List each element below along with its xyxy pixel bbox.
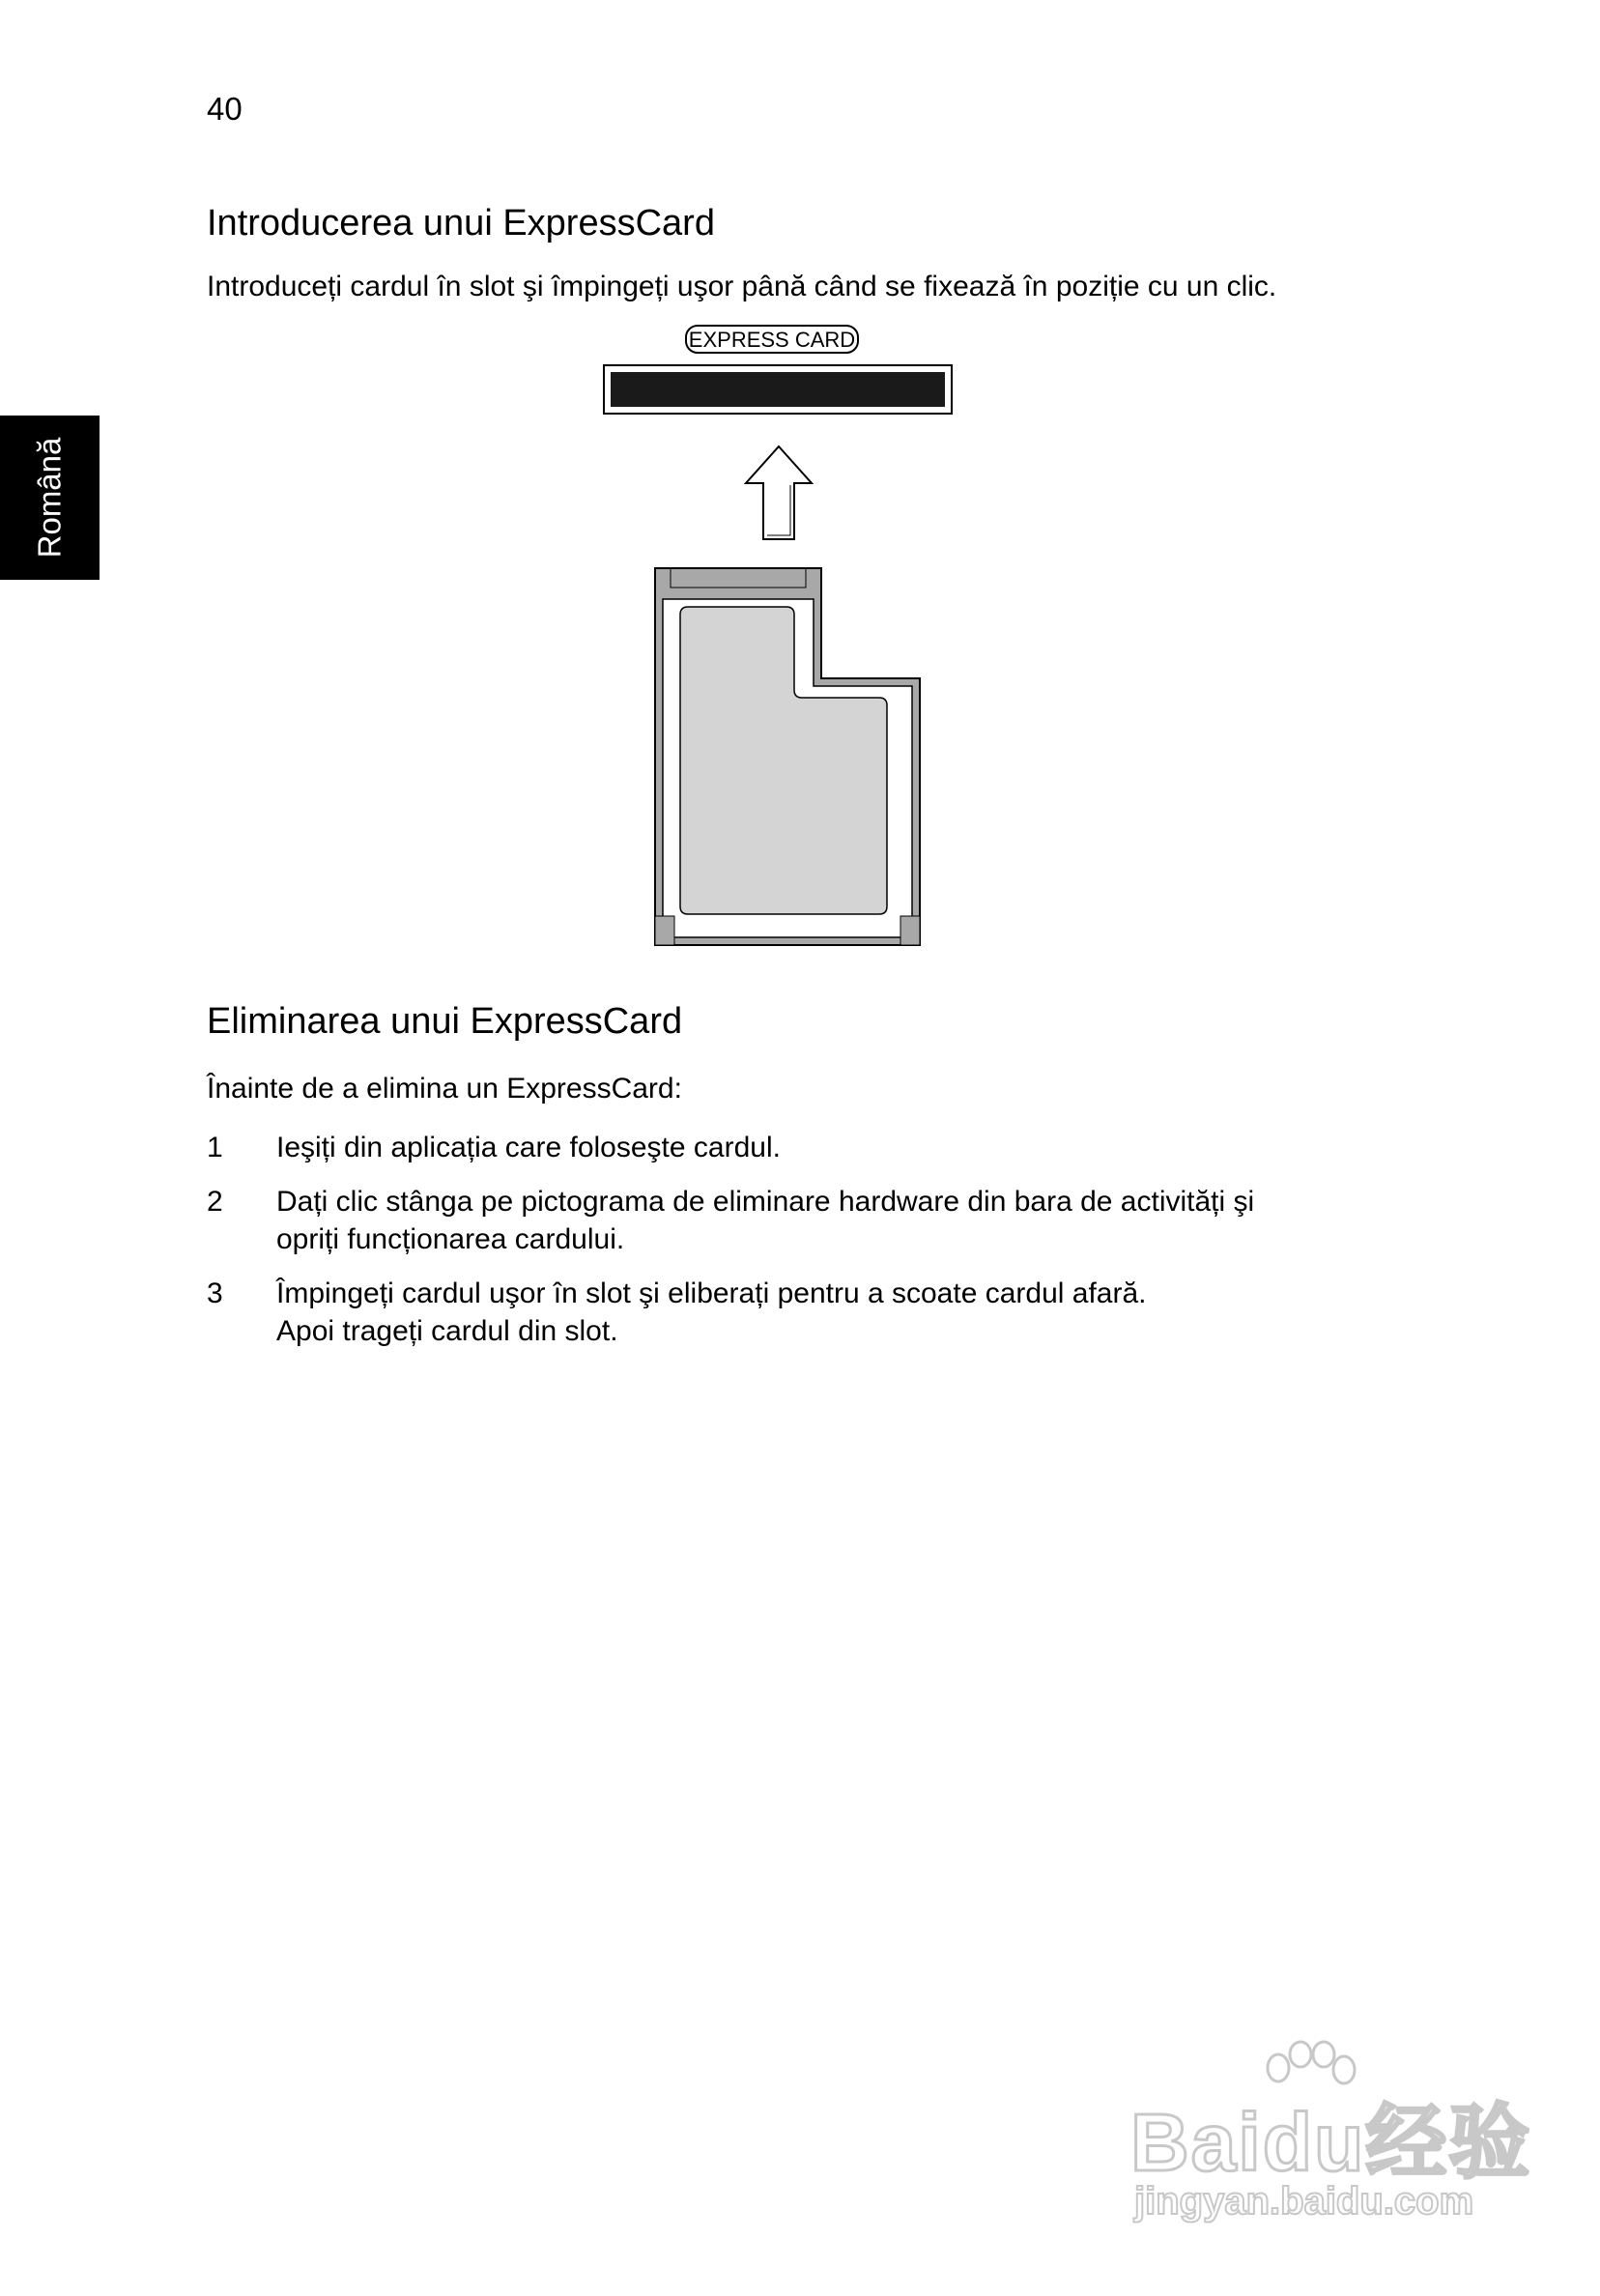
- step-text: Apoi trageți cardul din slot.: [276, 1315, 618, 1347]
- step-number: 2: [207, 1186, 223, 1218]
- step-text: Ieşiți din aplicația care foloseşte cardul.: [276, 1132, 781, 1163]
- language-tab: [0, 416, 100, 580]
- list-item: [207, 1129, 1366, 1166]
- step-text: Dați clic stânga pe pictograma de eliminare hardware din bara de activități şi: [276, 1186, 1255, 1218]
- slot-label-badge: [686, 326, 858, 353]
- step-text: Împingeți cardul uşor în slot şi eliberați pentru a scoate cardul afară.: [276, 1277, 1147, 1309]
- section-title-insert: Introducerea unui ExpressCard: [207, 203, 715, 244]
- list-item: [207, 1183, 1366, 1258]
- step-number: 1: [207, 1132, 223, 1163]
- slot-label-text: EXPRESS CARD: [688, 328, 856, 352]
- watermark-brand: Baidu经验: [1130, 2097, 1532, 2188]
- insert-instructions: Introduceți cardul în slot şi împingeți uşor până când se fixează în poziție cu un clic.: [207, 271, 1277, 302]
- card-label-area: [680, 607, 887, 914]
- section-title-remove: Eliminarea unui ExpressCard: [207, 1001, 683, 1042]
- list-item: [207, 1275, 1366, 1350]
- card-slot-opening: [611, 372, 945, 407]
- page-number: 40: [207, 91, 243, 127]
- remove-intro: Înainte de a elimina un ExpressCard:: [207, 1073, 682, 1105]
- insert-direction-arrow: [746, 446, 812, 539]
- step-number: 3: [207, 1277, 223, 1309]
- watermark-site: jingyan.baidu.com: [1134, 2180, 1474, 2223]
- language-tab-label: Română: [31, 437, 68, 559]
- baidu-watermark: [1121, 2039, 1532, 2232]
- expresscard: [655, 568, 920, 945]
- removal-steps: [207, 1129, 1366, 1366]
- expresscard-illustration: [580, 319, 986, 976]
- step-text: opriți funcționarea cardului.: [276, 1223, 625, 1255]
